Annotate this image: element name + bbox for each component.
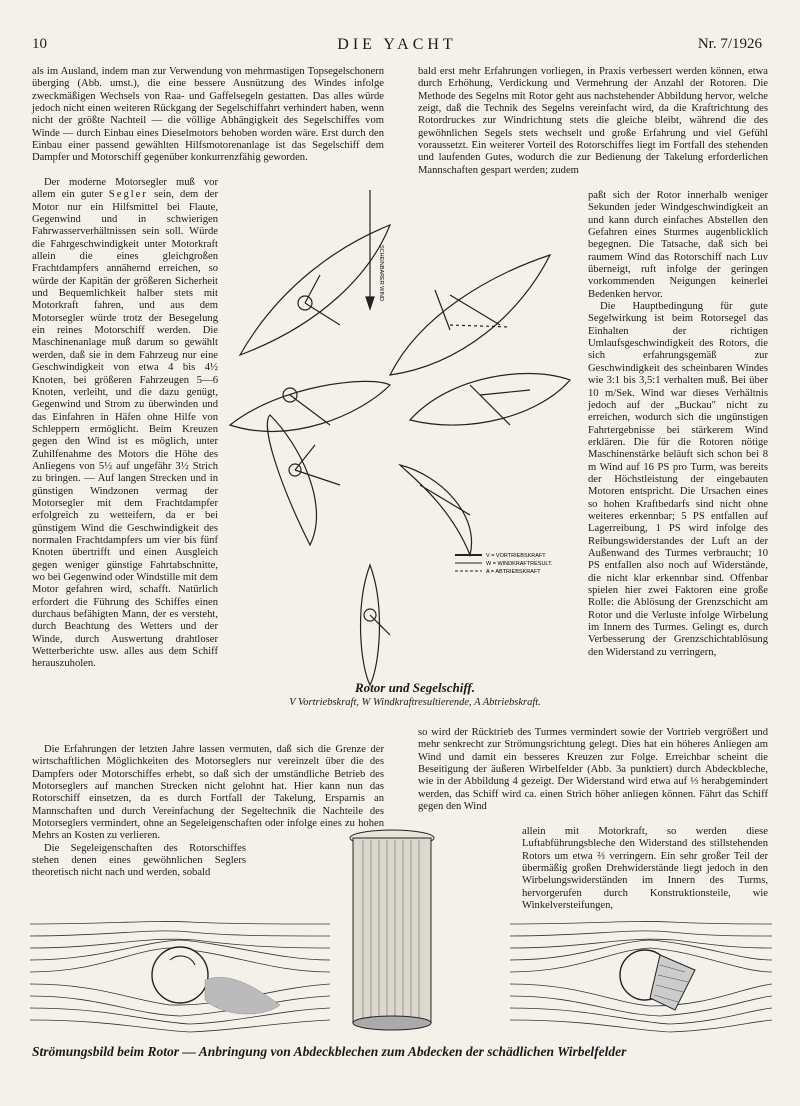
force-vector xyxy=(470,385,510,425)
legend-entry: V = VORTRIEBSKRAFT xyxy=(486,553,546,559)
paragraph: als im Ausland, indem man zur Verwendung von mehrmastigen Topsegelschonern überging (Abb. umst.), die eine bessere Ausnützung des Windes infolge zweckmäßigen Wechsels von Raa- und Gaffelsegeln gestatten. Das alles würde jedoch nicht einen weiteren Rückgang der Segelschiffahrt verhindert haben, wenn nicht der größte Nachteil — die völlige Abhängigkeit des Segelschiffes vom Winde — durch Einbau eines Dieselmotors behoben worden wäre. Erst durch den Einbau einer passend gewählten Hilfsmotorenanlage ist das Segelschiff dem Dampfer und Motorschiff gegenüber konkurrenzfähig geworden. xyxy=(32,66,384,164)
paragraph: bald erst mehr Erfahrungen vorliegen, in Praxis verbessert werden können, etwa durch Erhöhung, Verdickung und Vermehrung der Anzahl der Rotoren. Die Methode des Segelns mit Rotor geht aus nachstehender Abbildung hervor, welche zeigt, daß die Technik des Segelns vereinfacht wird, da die Kraftrichtung des Rotordruckes zur Windrichtung stets die gleiche bleibt, während die des gewöhnlichen Segels stets wechselt und große Erfahrung und viel Gefühl voraussetzt. Ein weiterer Vorteil des Rotorschiffes liegt im Fortfall des stehenden und laufenden Gutes, wodurch die zur Bedienung der Takelung erforderlichen Mannschaften gespart werden; zudem xyxy=(418,66,768,176)
page-number: 10 xyxy=(32,36,47,52)
figure-caption: V Vortriebskraft, W Windkraftresultierende, A Abtriebskraft. xyxy=(289,697,541,708)
paragraph: Die Erfahrungen der letzten Jahre lassen vermuten, daß sich die Grenze der wirtschaftlichen Möglichkeiten des Motorseglers nur vereinzelt über die des Dampfers oder Motorschiffes erhebt, so daß sich der umständliche Betrieb des Motorseglers auf manchen Strecken nicht gelohnt hat. Hier kann nun das Rotorschiff einsetzen, da es durch Fortfall der Takelung, Ersparnis an Mannschaften und durch Vereinfachung der Segeltechnik die Nachteile des Motorseglers vermindert, ohne an Segeleigenschaften oder infolge eines zu hohen Mehrs an Kosten zu verlieren. xyxy=(32,744,384,842)
sail-line xyxy=(435,290,450,330)
force-vector xyxy=(305,275,320,303)
hull-left-1 xyxy=(240,225,390,355)
wind-arrow-head xyxy=(366,297,374,309)
paragraph: Die Segeleigenschaften des Rotorschiffes stehen denen eines gewöhnlichen Seglers theoretisch nicht nach und werden, sobald xyxy=(32,842,246,879)
hull-left-3 xyxy=(267,415,316,545)
rotor-cylinder xyxy=(152,947,208,1003)
hull-bottom xyxy=(361,565,380,685)
force-vector xyxy=(370,615,390,635)
vortex-field xyxy=(205,977,280,1014)
left-column-bottom xyxy=(32,744,384,880)
legend-entry: A = ABTRIEBSKRAFT xyxy=(486,569,541,575)
emphasis-word: Segler xyxy=(108,189,148,201)
paragraph: Die Hauptbedingung für gute Segelwirkung ist beim Rotorsegel das Einhalten der richtigen Umlaufsgeschwindigkeit des Rotors, die sich erfahrungsgemäß zur Geschwindigkeit des scheinbaren Windes wie 3:1 bis 3,5:1 verhalten muß. Bei über 10 m/Sek. Wind war dieses Verhältnis jedoch auf der „Buckau" nicht zu erreichen, wodurch sich die ungünstigen Fahrtergebnisse bei stärkerem Wind erklären. Die für die Rotoren nötige Maschinenstärke beläuft sich schon bei 8 m Wind auf 16 PS pro Turm, was bereits der Höchstleistung der eingebauten Motoren entspricht. Die Ursachen eines so hohen Kraftbedarfs sind nicht ohne weiteres erkennbar; 5 PS entfallen auf Lagerreibung, 1 PS wird infolge des Reibungswiderstandes der Luft an der Außenwand des Turmes verbraucht; 10 PS entfallen also noch auf Widerstände, die nicht klar erkennbar sind. Offenbar spielen hier zwei Faktoren eine große Rolle: die Ablösung der Grenzschicht am Rotor und die Verluste infolge Wirbelung im Innern des Turmes. Gelingt es, durch Verbesserung der Grenzschichtablösung den Widerstand zu verringern, xyxy=(588,301,768,658)
hull-right-2 xyxy=(410,373,570,425)
right-column-bottom xyxy=(522,826,768,912)
hull-left-2 xyxy=(230,381,390,431)
figure-caption-title: Rotor und Segelschiff. xyxy=(354,680,476,695)
flow-pattern-figure xyxy=(30,910,330,1038)
rotor-tower-illustration xyxy=(345,826,440,1036)
right-column-narrow xyxy=(588,190,768,659)
force-vector xyxy=(290,395,330,425)
wind-label: SCHEINBARER WIND xyxy=(378,245,384,301)
left-column-top xyxy=(32,66,384,165)
force-vector xyxy=(295,470,340,485)
bottom-caption: Strömungsbild beim Rotor — Anbringung von Abdeckblechen zum Abdecken der schädlichen Wirbelfelder xyxy=(32,1044,627,1059)
left-column-narrow xyxy=(32,177,218,671)
issue-number: Nr. 7/1926 xyxy=(697,36,762,52)
rotor-sail-diagram xyxy=(220,185,582,690)
paragraph: paßt sich der Rotor innerhalb weniger Sekunden jeder Windgeschwindigkeit an und kann durch einfaches Abstellen den Gefahren eines Sturmes augenblicklich begegnen. Die Tatsache, daß sich bei raumem Wind das Rotorschiff nach Luv überneigt, ruft infolge der geringen vorkommenden Neigungen keinerlei Bedenken hervor. xyxy=(588,190,768,300)
page-header xyxy=(32,36,762,58)
cover-plate-figure xyxy=(510,910,772,1038)
magazine-title: DIE YACHT xyxy=(337,36,457,53)
hull-right-1 xyxy=(390,255,550,375)
paragraph: Der moderne Motorsegler muß vor allem ein guter Segler sein, dem der Motor nur ein Hilfsmittel bei Flaute, Gegenwind und in schwierigen Fahrwasserverhältnissen sein soll. Würde die Fahrgeschwindigkeit unter Motorkraft allein die eines gleichgroßen Frachtdampfers annähernd erreichen, so würde der Kapitän der größeren Sicherheit und Bequemlichkeit halber stets mit Motorkraft fahren, und aus dem Motorsegler würde trotz der Besegelung ein reines Motorschiff werden. Die Maschinenanlage muß darum so gewählt werden, daß sie in dem Fahrzeug nur eine Geschwindigkeit von etwa 4 bis 4½ Knoten, bei größeren Fahrzeugen 5—6 Knoten, verleiht, und die dazu genügt, Gegenwind und Strom zu überwinden und das Einfahren in Häfen ohne Hilfe von Schleppern ermöglicht. Beim Kreuzen gegen den Wind ist es möglich, unter Zuhilfenahme des Motors die Höhe des Anliegens von 5½ auf ungefähr 3½ Strich zu bringen. — Auf langen Strecken und in günstigen Windzonen vermag der Motorsegler mit dem Frachtdampfer erfolgreich zu wetteifern, da er bei günstigem Wind die Geschwindigkeit des normalen Frachtdampfers um vier bis fünf Knoten übertrifft und einen Ausgleich gegen weniger günstige Fahrtabschnitte, wo bei Gegenwind oder Windstille mit dem Motor gefahren wird, schafft. Natürlich erfordert die Führung des Schiffes einen durchaus befähigten Mann, der es versteht, durch Beachtung des Wetters und der Winde, durch Auswertung drahtloser Wetterberichte usw. alles aus dem Schiff herauszuholen. xyxy=(32,177,218,670)
force-vector xyxy=(450,295,500,325)
paragraph: allein mit Motorkraft, so werden diese Luftabführungsbleche den Widerstand des stillstehenden Rotors um etwa ⅔ verringern. Ein sehr großer Teil der übermäßig großen Drehwiderstände liegt jedoch in den Wirbelungswiderständen im Innern des Turms, hervorgerufen durch Konstruktionsteile, wie Winkelversteifungen, xyxy=(522,826,768,912)
force-vector xyxy=(305,303,340,325)
right-column-top xyxy=(418,66,768,177)
right-column-mid xyxy=(418,727,768,813)
legend-entry: W = WINDKRAFTRESULT. xyxy=(486,561,553,567)
force-vector xyxy=(480,390,530,395)
paragraph: so wird der Rücktrieb des Turmes vermindert sowie der Vortrieb vergrößert und mehr senkrecht zur Strömungsrichtung gelegt. Dies hat ein höheres Anliegen am Wind und damit ein besseres Kreuzen zur Folge. Erreichbar scheint die Beseitigung der äußeren Wirbelfelder (Abb. 3a punktiert) durch Abdeckbleche, wie in der Abbildung 4 gezeigt. Der Widerstand wird etwa auf ⅓ herabgemindert werden, das Schiff wird ca. einen Strich höher anliegen können. Fährt das Schiff gegen den Wind xyxy=(418,727,768,813)
legend xyxy=(455,553,553,575)
force-vector xyxy=(450,325,510,327)
